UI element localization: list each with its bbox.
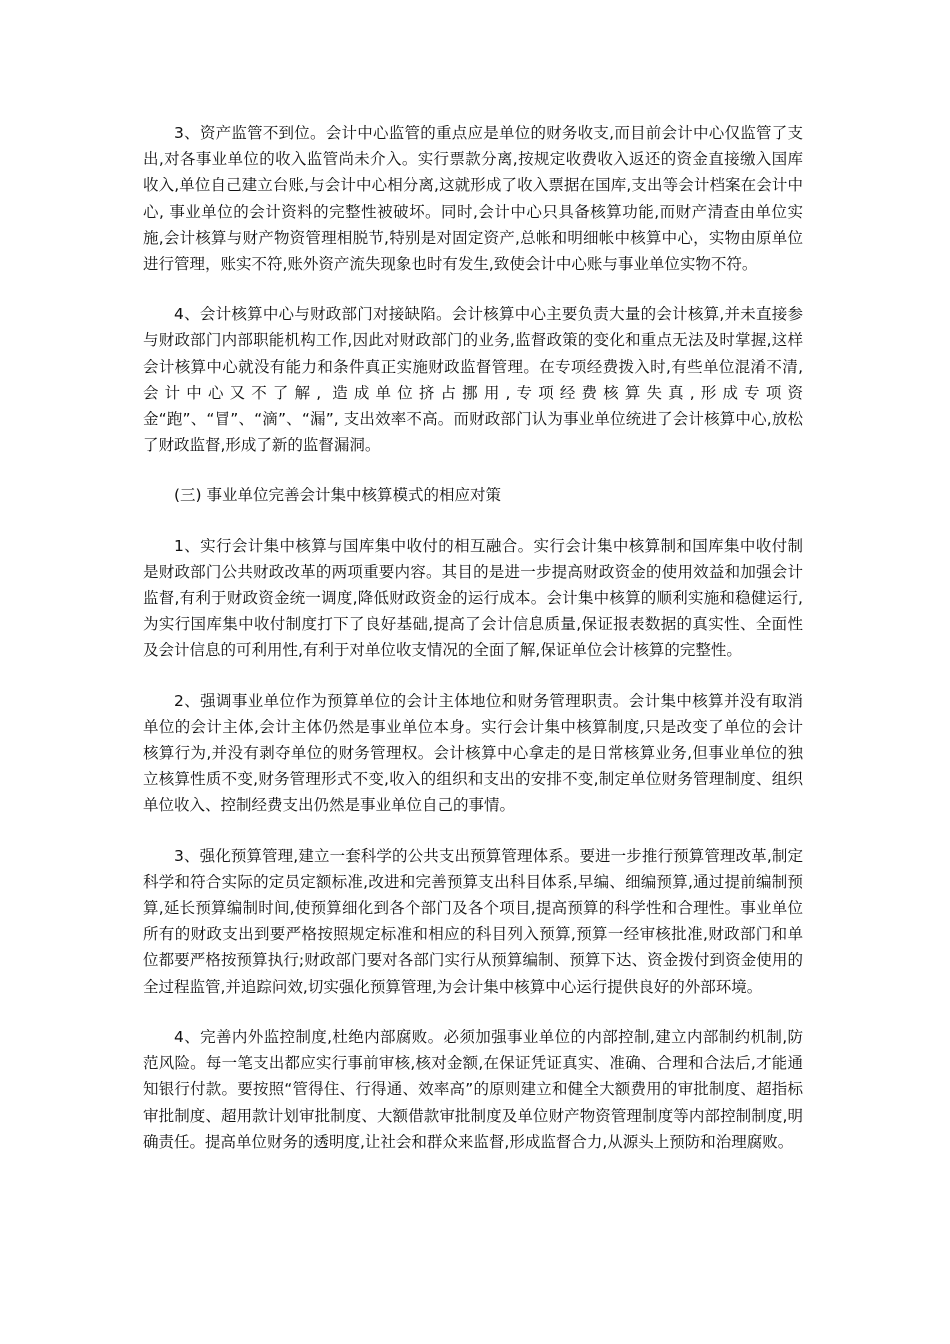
paragraph-finance-dept-interface: 4、会计核算中心与财政部门对接缺陷。会计核算中心主要负责大量的会计核算,并未直接参与财政部门内部职能机构工作,因此对财政部门的业务,监督政策的变化和重点无法及时掌握,这样会计核算中心就没有能力和条件真正实施财政监督管理。在专项经费拨入时,有些单位混淆不清,会计中心又不了解, 造成单位挤占挪用,专项经费核算失真,形成专项资金“跑”、“冒”、“滴”、“漏”, 支出效率不高。而财政部门认为事业单位统进了会计核算中心,放松了财政监督,形成了新的监督漏洞。	[143, 305, 803, 455]
paragraph-asset-supervision: 3、资产监管不到位。会计中心监管的重点应是单位的财务收支,而目前会计中心仅监管了支出,对各事业单位的收入监管尚未介入。实行票款分离,按规定收费收入返还的资金直接缴入国库收入,单位自己建立台账,与会计中心相分离,这就形成了收入票据在国库,支出等会计档案在会计中心, 事业单位的会计资料的完整性被破坏。同时,会计中心只具备核算功能,而财产清查由单位实施,会计核算与财产物资管理相脱节,特别是对固定资产,总帐和明细帐中核算中心，实物由原单位进行管理，账实不符,账外资产流失现象也时有发生,致使会计中心账与事业单位实物不符。	[143, 124, 803, 274]
section-heading-countermeasures: (三) 事业单位完善会计集中核算模式的相应对策	[174, 486, 502, 505]
paragraph-treasury-integration: 1、实行会计集中核算与国库集中收付的相互融合。实行会计集中核算制和国库集中收付制是财政部门公共财政改革的两项重要内容。其目的是进一步提高财政资金的使用效益和加强会计监督,有利于财政资金统一调度,降低财政资金的运行成本。会计集中核算的顺利实施和稳健运行,为实行国库集中收付制度打下了良好基础,提高了会计信息质量,保证报表数据的真实性、全面性及会计信息的可利用性,有利于对单位收支情况的全面了解,保证单位会计核算的完整性。	[143, 536, 803, 660]
paragraph-internal-control: 4、完善内外监控制度,杜绝内部腐败。必须加强事业单位的内部控制,建立内部制约机制,防范风险。每一笔支出都应实行事前审核,核对金额,在保证凭证真实、准确、合理和合法后,才能通知银行付款。要按照“管得住、行得通、效率高”的原则建立和健全大额费用的审批制度、超指标审批制度、超用款计划审批制度、大额借款审批制度及单位财产物资管理制度等内部控制制度,明确责任。提高单位财务的透明度,让社会和群众来监督,形成监督合力,从源头上预防和治理腐败。	[143, 1027, 803, 1151]
paragraph-accounting-subject-status: 2、强调事业单位作为预算单位的会计主体地位和财务管理职责。会计集中核算并没有取消单位的会计主体,会计主体仍然是事业单位本身。实行会计集中核算制度,只是改变了单位的会计核算行为,并没有剥夺单位的财务管理权。会计核算中心拿走的是日常核算业务,但事业单位的独立核算性质不变,财务管理形式不变,收入的组织和支出的安排不变,制定单位财务管理制度、组织单位收入、控制经费支出仍然是事业单位自己的事情。	[143, 691, 803, 815]
document-page	[143, 120, 803, 1179]
paragraph-budget-management: 3、强化预算管理,建立一套科学的公共支出预算管理体系。要进一步推行预算管理改革,制定科学和符合实际的定员定额标准,改进和完善预算支出科目体系,早编、细编预算,通过提前编制预算,延长预算编制时间,使预算细化到各个部门及各个项目,提高预算的科学性和合理性。事业单位所有的财政支出到要严格按照规定标准和相应的科目列入预算,预算一经审核批准,财政部门和单位都要严格按预算执行;财政部门要对各部门实行从预算编制、预算下达、资金拨付到资金使用的全过程监管,并追踪问效,切实强化预算管理,为会计集中核算中心运行提供良好的外部环境。	[143, 846, 803, 996]
